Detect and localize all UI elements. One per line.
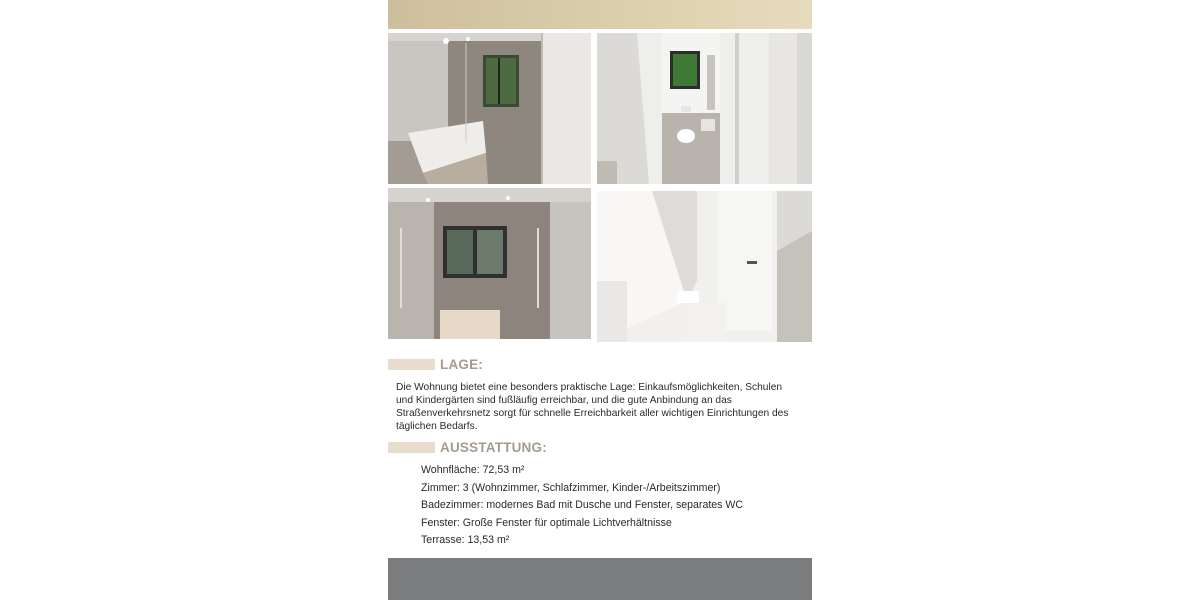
bathroom-vanity-photo — [388, 33, 591, 184]
guest-wc-photo — [597, 191, 812, 342]
list-item: Fenster: Große Fenster für optimale Lichtverhältnisse — [421, 516, 672, 529]
lage-accent-bar — [388, 359, 435, 370]
ausstattung-accent-bar — [388, 442, 435, 453]
wc-photo — [597, 33, 812, 184]
ausstattung-list — [421, 462, 743, 550]
list-item: Terrasse: 13,53 m² — [421, 534, 510, 546]
expose-page — [388, 0, 812, 600]
footer-band — [388, 558, 812, 600]
list-item: Zimmer: 3 (Wohnzimmer, Schlafzimmer, Kinder-/Arbeitszimmer) — [421, 481, 721, 494]
lage-heading: LAGE: — [440, 357, 483, 372]
list-item: Wohnfläche: 72,53 m² — [421, 464, 525, 476]
ausstattung-heading: AUSSTATTUNG: — [440, 440, 547, 455]
header-band — [388, 0, 812, 29]
lage-description: Die Wohnung bietet eine besonders praktische Lage: Einkaufsmöglichkeiten, Schulen und Kindergärten sind fußläufig erreichbar, und die gute Anbindung an das Straßenverkehrsnetz sorgt für schnelle Erreichbarkeit aller wichtigen Einrichtungen des täglichen Bedarfs. — [396, 382, 789, 432]
shower-window-photo — [388, 188, 591, 339]
list-item: Badezimmer: modernes Bad mit Dusche und Fenster, separates WC — [421, 499, 744, 511]
